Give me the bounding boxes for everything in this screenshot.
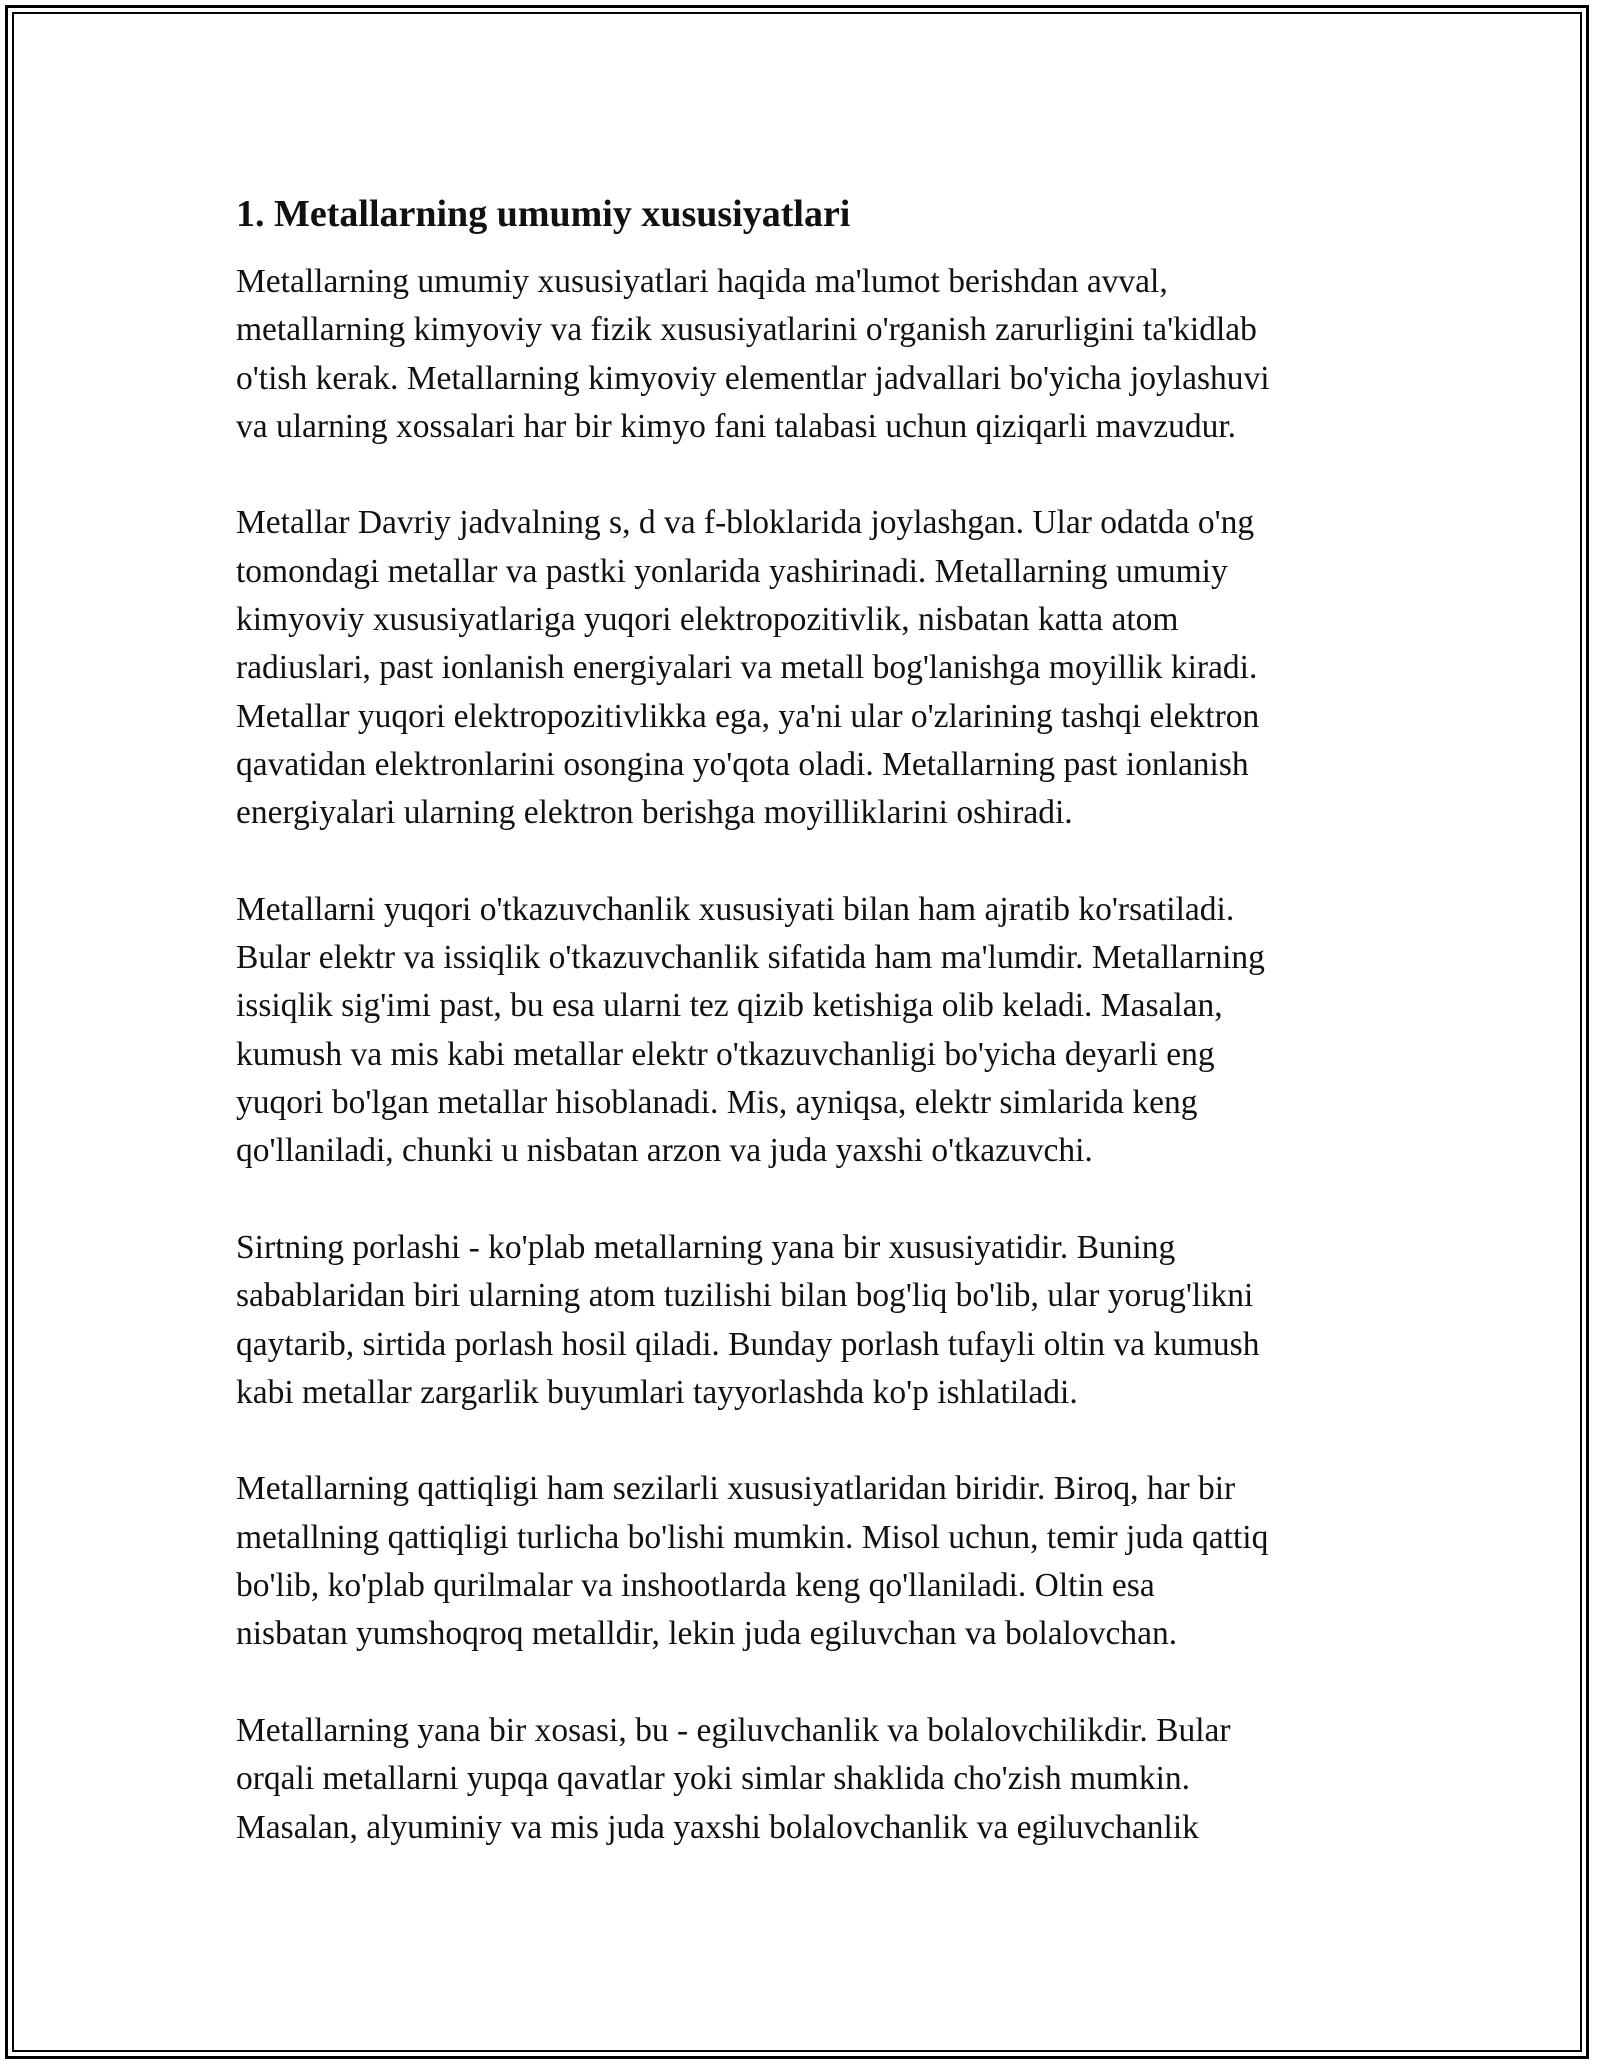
paragraph-line: kumush va mis kabi metallar elektr o'tkazuvchanligi bo'yicha deyarli eng (236, 1035, 1215, 1073)
paragraph-line: Sirtning porlashi - ko'plab metallarning yana bir xususiyatidir. Buning (236, 1228, 1176, 1266)
paragraph-line: metallning qattiqligi turlicha bo'lishi mumkin. Misol uchun, temir juda qattiq (236, 1518, 1269, 1556)
paragraph-line: energiyalari ularning elektron berishga moyilliklarini oshiradi. (236, 794, 1073, 832)
paragraph-line: Metallarning umumiy xususiyatlari haqida ma'lumot berishdan avval, (236, 263, 1168, 300)
paragraph-line: qo'llaniladi, chunki u nisbatan arzon va juda yaxshi o'tkazuvchi. (236, 1132, 1093, 1170)
paragraph-line: orqali metallarni yupqa qavatlar yoki simlar shaklida cho'zish mumkin. (236, 1760, 1191, 1798)
paragraph-line: o'tish kerak. Metallarning kimyoviy elementlar jadvallari bo'yicha joylashuvi (236, 359, 1270, 397)
section-heading: 1. Metallarning umumiy xususiyatlari (236, 193, 851, 235)
paragraph-line: Masalan, alyuminiy va mis juda yaxshi bolalovchanlik va egiluvchanlik (236, 1808, 1199, 1846)
paragraph-line: sabablaridan biri ularning atom tuzilishi bilan bog'liq bo'lib, ular yorug'likni (236, 1277, 1254, 1315)
paragraph-line: radiuslari, past ionlanish energiyalari va metall bog'lanishga moyillik kiradi. (236, 649, 1258, 687)
paragraph-line: tomondagi metallar va pastki yonlarida yashirinadi. Metallarning umumiy (236, 552, 1228, 590)
paragraph-line: bo'lib, ko'plab qurilmalar va inshootlarda keng qo'llaniladi. Oltin esa (236, 1567, 1155, 1605)
paragraph-hardness (236, 1465, 1376, 1658)
paragraph-line: metallarning kimyoviy va fizik xususiyatlarini o'rganish zarurligini ta'kidlab (236, 311, 1257, 349)
paragraph-line: va ularning xossalari har bir kimyo fani talabasi uchun qiziqarli mavzudur. (236, 407, 1237, 445)
paragraph-line: yuqori bo'lgan metallar hisoblanadi. Mis, ayniqsa, elektr simlarida keng (236, 1084, 1198, 1122)
paragraph-line: issiqlik sig'imi past, bu esa ularni tez qizib ketishiga olib keladi. Masalan, (236, 987, 1223, 1025)
paragraph-line: nisbatan yumshoqroq metalldir, lekin juda egiluvchan va bolalovchan. (236, 1615, 1178, 1653)
paragraph-ductility (236, 1707, 1376, 1852)
paragraph-line: Metallar yuqori elektropozitivlikka ega, ya'ni ular o'zlarining tashqi elektron (236, 697, 1260, 735)
paragraph-line: qavatidan elektronlarini osongina yo'qota oladi. Metallarning past ionlanish (236, 745, 1249, 783)
paragraph-luster (236, 1224, 1376, 1417)
paragraph-periodic-table (236, 499, 1376, 837)
paragraph-line: kabi metallar zargarlik buyumlari tayyorlashda ko'p ishlatiladi. (236, 1373, 1078, 1411)
paragraph-line: Bular elektr va issiqlik o'tkazuvchanlik sifatida ham ma'lumdir. Metallarning (236, 939, 1265, 977)
paragraph-line: kimyoviy xususiyatlariga yuqori elektropozitivlik, nisbatan katta atom (236, 601, 1179, 639)
paragraph-line: Metallar Davriy jadvalning s, d va f-bloklarida joylashgan. Ular odatda o'ng (236, 504, 1255, 542)
paragraph-line: qaytarib, sirtida porlash hosil qiladi. Bunday porlash tufayli oltin va kumush (236, 1325, 1260, 1363)
paragraph-line: Metallarning qattiqligi ham sezilarli xususiyatlaridan biridir. Biroq, har bir (236, 1470, 1236, 1508)
paragraph-line: Metallarni yuqori o'tkazuvchanlik xususiyati bilan ham ajratib ko'rsatiladi. (236, 890, 1235, 928)
paragraph-conductivity (236, 886, 1376, 1176)
paragraph-line: Metallarning yana bir xosasi, bu - egiluvchanlik va bolalovchilikdir. Bular (236, 1711, 1231, 1749)
paragraph-intro (236, 258, 1376, 451)
document-body (236, 190, 1376, 1900)
